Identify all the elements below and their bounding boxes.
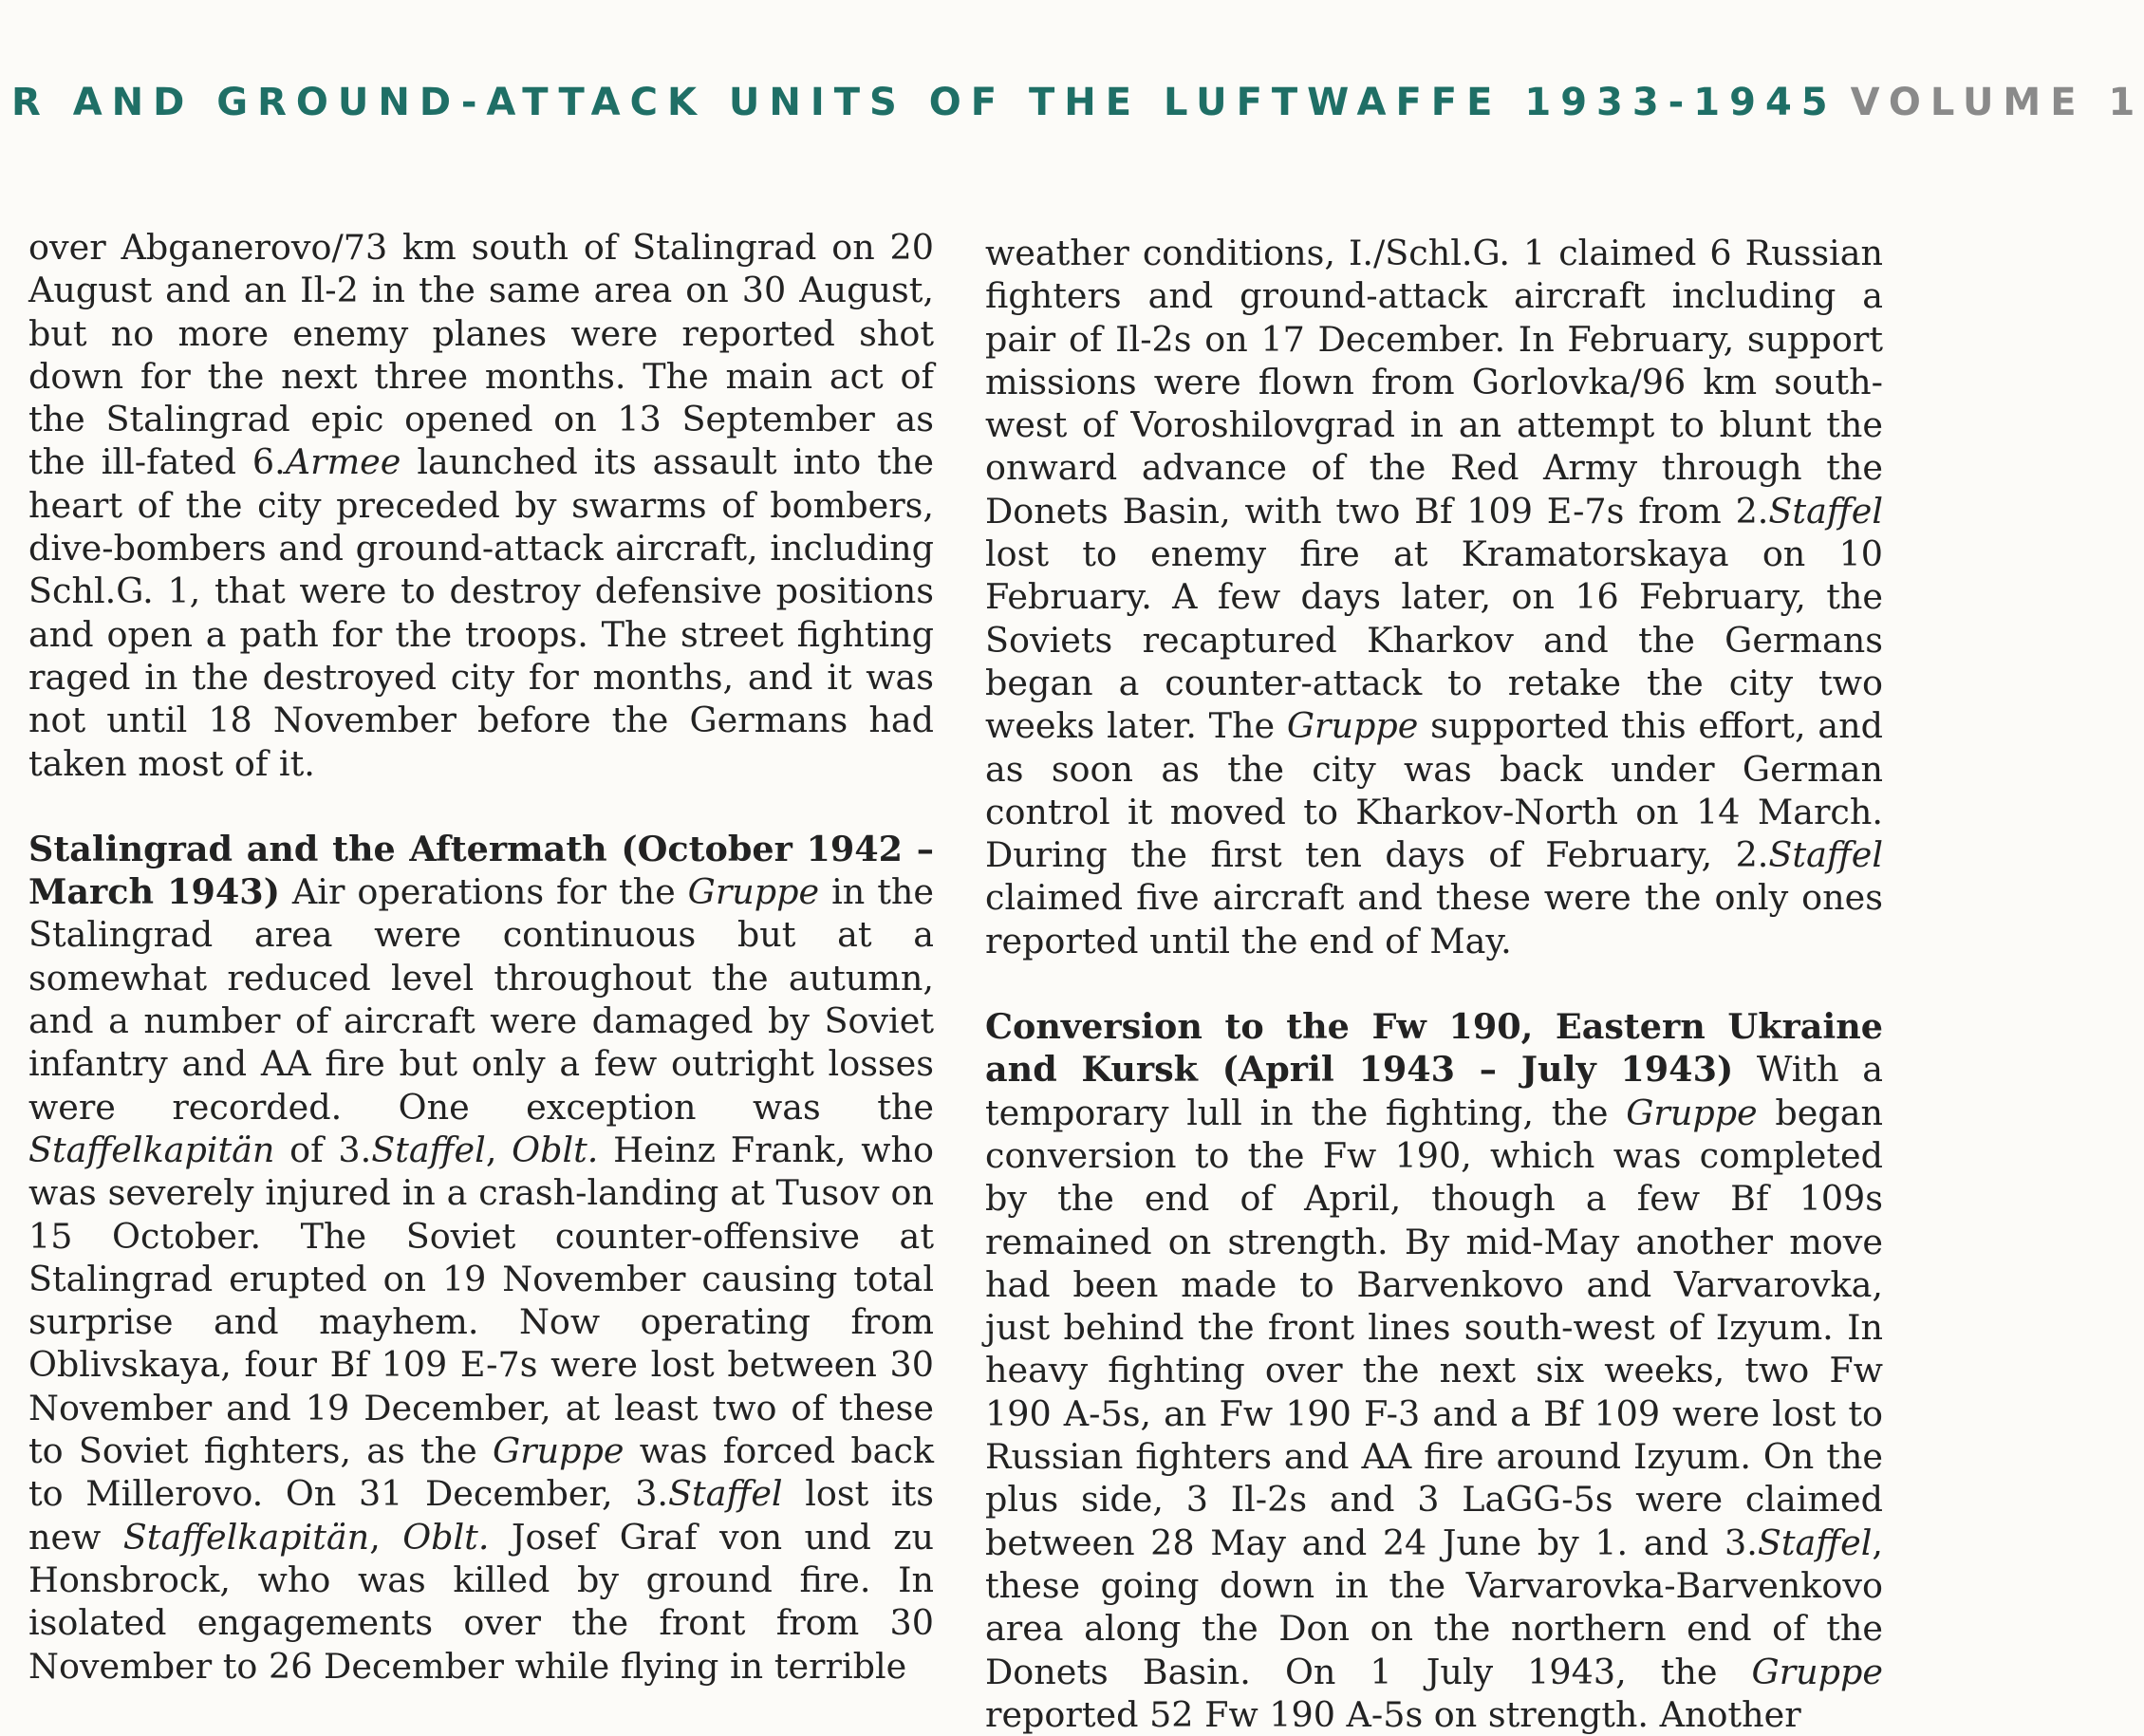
text-run: began conversion to the Fw 190, which was completed by the end of April, though a few Bf 109s remained on strength. By mid-May another move had been made to Barvenkovo and Varvarovka, just behind the front lines south-west of Izyum. In heavy fighting over the next six weeks, two Fw 190 A-5s, an Fw 190 F-3 and a Bf 109 were lost to Russian fighters and AA fire around Izyum. On the plus side, 3 Il-2s and 3 LaGG-5s were claimed between 28 May and 24 June by 1. and 3. — [985, 1092, 1884, 1563]
text-run: reported 52 Fw 190 A-5s on strength. Another — [985, 1693, 1801, 1735]
volume-label: VOLUME 1 — [1850, 81, 2144, 124]
italic-term: Staffel — [668, 1473, 783, 1515]
italic-term: Gruppe — [687, 871, 820, 913]
text-run: With a temporary lull in the fighting, the — [985, 1049, 1883, 1133]
text-run: over Abganerovo/73 km south of Stalingrad on 20 August and an Il-2 in the same area on 30 August, but no more enemy planes were reported shot down for the next three months. The main act of the Stalingrad epic opened on 13 September as the ill-fated 6. — [28, 227, 934, 483]
text-run: in the Stalingrad area were continuous but at a somewhat reduced level throughout the autumn, and a number of aircraft were damaged by Soviet infantry and AA fire but only a few outright losses were recorded. One exception was the — [28, 871, 935, 1128]
text-run: Air operations for the — [279, 871, 688, 913]
italic-term: Gruppe — [1751, 1651, 1883, 1692]
text-run: claimed five aircraft and these were the only ones reported until the end of May. — [985, 877, 1883, 961]
italic-term: Gruppe — [1286, 705, 1419, 747]
text-run: , — [485, 1129, 513, 1170]
italic-term: Staffelkapitän — [122, 1516, 370, 1558]
text-run: Heinz Frank, who was severely injured in a crash-landing at Tusov on 15 October. The Soviet counter-offensive at Stalingrad erupted on 19 November causing total surprise and mayhem. Now operating from Oblivskaya, four Bf 109 E-7s were lost between 30 November and 19 December, at least two of these to Soviet fighters, as the — [28, 1129, 934, 1472]
text-run: launched its assault into the heart of the city preceded by swarms of bombers, dive-bombers and ground-attack aircraft, including Schl.G. 1, that were to destroy defensive positions and open a path for the troops. The street fighting raged in the destroyed city for months, and it was not until 18 November before the Germans had taken most of it. — [28, 441, 935, 784]
italic-term: Staffel — [1757, 1521, 1873, 1563]
italic-term: Staffelkapitän — [28, 1129, 275, 1170]
italic-term: Armee — [285, 441, 401, 483]
section-body — [985, 1049, 1883, 1734]
running-header — [11, 76, 2144, 129]
paragraph — [985, 232, 1883, 962]
section-paragraph — [985, 1005, 1883, 1736]
italic-term: Gruppe — [1626, 1092, 1758, 1133]
text-run: , — [369, 1516, 403, 1558]
section-heading: Stalingrad and the Aftermath (October 1942 – March 1943) — [28, 828, 934, 913]
text-run: was forced back to Millerovo. On 31 December, 3. — [28, 1430, 934, 1515]
left-column — [28, 226, 934, 1688]
running-title: R AND GROUND-ATTACK UNITS OF THE LUFTWAFFE 1933-1945 — [11, 81, 1837, 124]
text-run: supported this effort, and as soon as the city was back under German control it moved to Kharkov-North on 14 March. During the first ten days of February, 2. — [985, 705, 1884, 876]
italic-term: Oblt. — [512, 1129, 599, 1170]
italic-term: Gruppe — [493, 1430, 625, 1472]
section-body — [28, 871, 934, 1686]
italic-term: Staffel — [1768, 490, 1883, 532]
italic-term: Staffel — [371, 1129, 486, 1170]
italic-term: Staffel — [1768, 834, 1883, 876]
text-run: Josef Graf von und zu Honsbrock, who was killed by ground fire. In isolated engagements over the front from 30 November to 26 December while flying in terrible — [28, 1516, 934, 1687]
text-run: , these going down in the Varvarovka-Barvenkovo area along the Don on the northern end of the Donets Basin. On 1 July 1943, the — [985, 1521, 1883, 1692]
text-run: lost to enemy fire at Kramatorskaya on 10 February. A few days later, on 16 February, the Soviets recaptured Kharkov and the Germans began a counter-attack to retake the city two weeks later. The — [985, 533, 1883, 747]
italic-term: Oblt. — [402, 1516, 490, 1558]
right-column — [985, 232, 1883, 1736]
paragraph — [28, 226, 934, 785]
section-paragraph — [28, 828, 934, 1688]
text-run: lost its new — [28, 1473, 935, 1558]
section-heading: Conversion to the Fw 190, Eastern Ukraine and Kursk (April 1943 – July 1943) — [985, 1006, 1883, 1091]
text-run: weather conditions, I./Schl.G. 1 claimed 6 Russian fighters and ground-attack aircraft including a pair of Il-2s on 17 December. In February, support missions were flown from Gorlovka/96 km south-west of Voroshilovgrad in an attempt to blunt the onward advance of the Red Army through the Donets Basin, with two Bf 109 E-7s from 2. — [985, 233, 1883, 532]
text-run: of 3. — [274, 1129, 372, 1170]
